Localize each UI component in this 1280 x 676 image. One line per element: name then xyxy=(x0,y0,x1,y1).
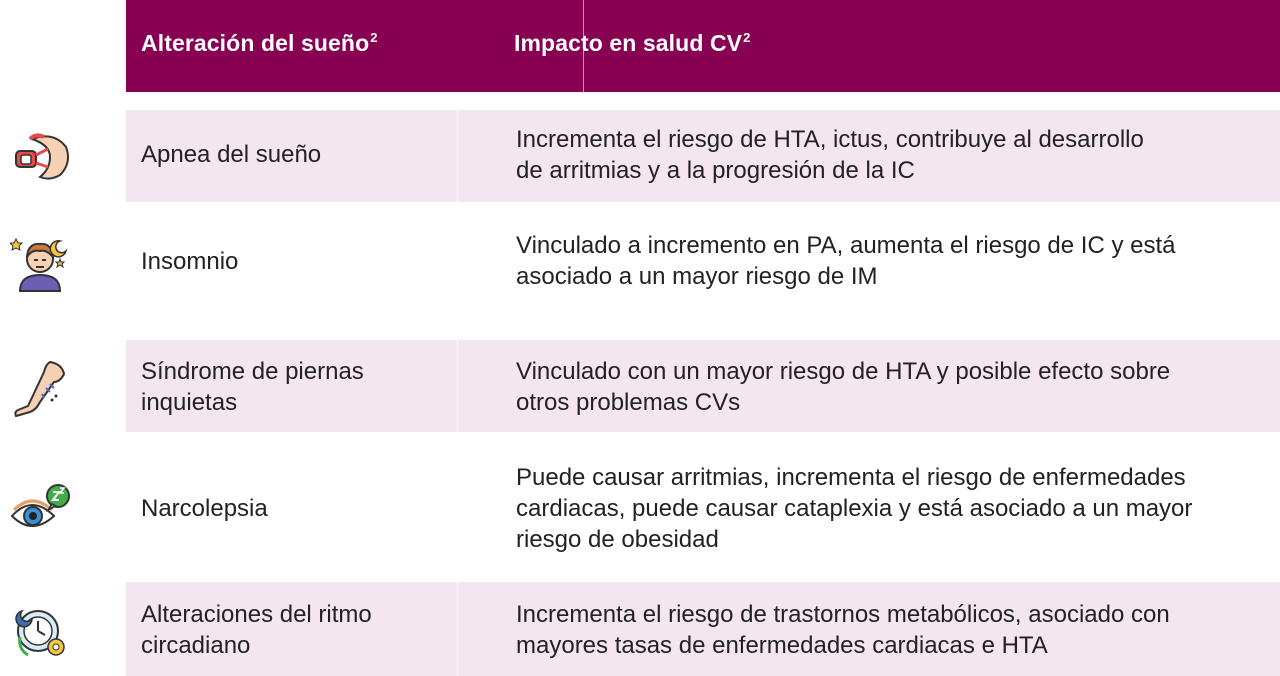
condition-cell: Alteraciones del ritmo circadiano xyxy=(141,601,372,659)
impact-cell: Vinculado a incremento en PA, aumenta el riesgo de IC y está asociado a un mayor riesgo de IM xyxy=(516,232,1176,290)
impact-cell: Vinculado con un mayor riesgo de HTA y posible efecto sobre otros problemas CVs xyxy=(516,358,1171,416)
condition-cell: Narcolepsia xyxy=(141,495,268,522)
narcolepsy-icon xyxy=(10,480,70,540)
row-divider xyxy=(457,582,458,676)
condition-cell: Apnea del sueño xyxy=(141,141,322,168)
header-col-impact: Impacto en salud $CV^2$ xyxy=(514,30,751,56)
row-divider xyxy=(457,340,458,432)
insomnia-icon xyxy=(10,233,70,293)
table-row xyxy=(126,582,1280,676)
restless-legs-icon xyxy=(10,358,70,418)
table-row xyxy=(126,110,1280,202)
condition-cell: Síndrome de piernas inquietas xyxy=(141,358,364,416)
impact-cell: Incrementa el riesgo de trastornos metabólicos, asociado con mayores tasas de enfermedades cardiacas e HTA xyxy=(516,601,1170,659)
impact-cell: Incrementa el riesgo de HTA, ictus, contribuye al desarrollo de arritmias y a la progresión de la IC xyxy=(516,126,1144,184)
header-col-condition: Alteración del sueño$^2$ xyxy=(141,30,378,56)
table-row xyxy=(126,202,1280,340)
row-divider xyxy=(457,110,458,202)
circadian-rhythm-icon xyxy=(10,601,70,661)
impact-cell: Puede causar arritmias, incrementa el riesgo de enfermedades cardiacas, puede causar cataplexia y está asociado a un mayor riesgo de obesidad xyxy=(516,464,1193,553)
table-row xyxy=(126,432,1280,582)
condition-cell: Insomnio xyxy=(141,248,239,275)
table-row xyxy=(126,340,1280,432)
sleep-apnea-icon xyxy=(10,125,70,185)
